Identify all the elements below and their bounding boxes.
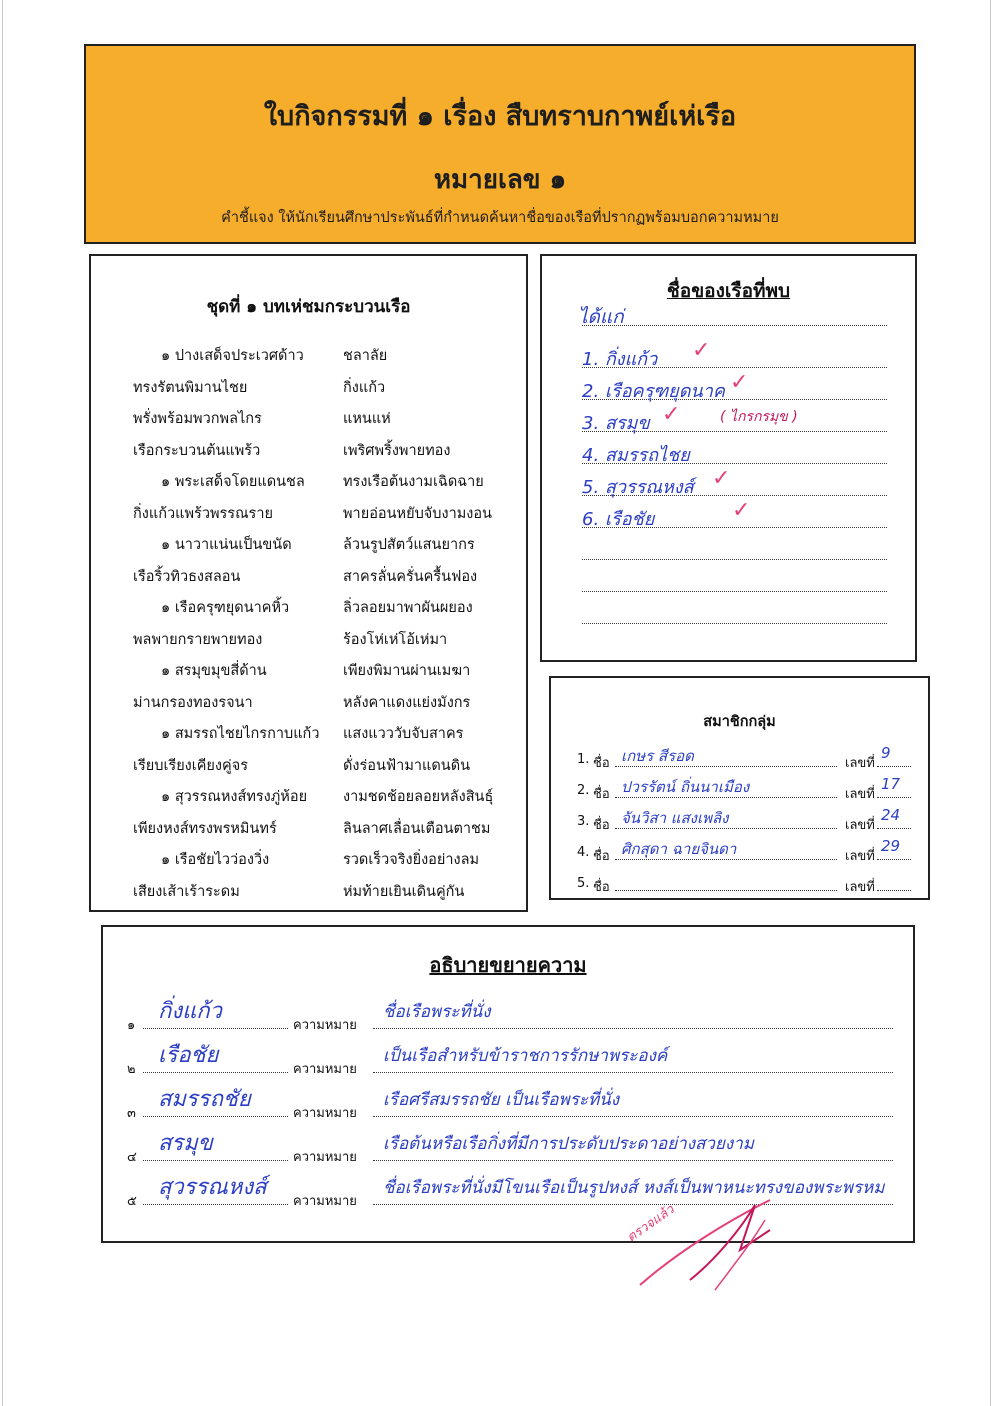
member-index: 1. xyxy=(577,752,590,767)
member-number-label: เลขที่ xyxy=(845,787,875,802)
page-edge-right xyxy=(990,0,991,1406)
poem-line-right: รวดเร็วจริงยิ่งอย่างลม xyxy=(343,852,480,868)
poem-line-left: พรั่งพร้อมพวกพลไกร xyxy=(133,411,262,427)
worksheet-header xyxy=(84,44,916,244)
member-number-label: เลขที่ xyxy=(845,880,875,895)
answer-line xyxy=(582,324,887,326)
item3-note: ( ไกรกรมุข ) xyxy=(720,409,798,425)
boat-word: สมรรถชัย xyxy=(158,1087,251,1112)
poem-title: ชุดที่ ๑ บทเห่ชมกระบวนเรือ xyxy=(206,297,411,317)
poem-line-left: เสียงเส้าเร้าระดม xyxy=(133,883,240,900)
member-number-label: เลขที่ xyxy=(845,849,875,864)
poem-line-right: ลินลาศเลื่อนเตือนตาชม xyxy=(343,820,491,837)
member-name-label: ชื่อ xyxy=(593,849,610,864)
boat-word: สรมุข xyxy=(158,1131,213,1156)
poem-line-right: เพริศพริ้งพายทอง xyxy=(343,442,451,459)
poem-line-right: แสงแวววับจับสาคร xyxy=(343,726,464,742)
explanation-row xyxy=(103,1129,917,1169)
member-name: เกษร สีรอด xyxy=(621,747,694,765)
boat-meaning: เป็นเรือสำหรับข้าราชการรักษาพระองค์ xyxy=(383,1046,668,1066)
poem-line-left: เรือกระบวนต้นแพร้ว xyxy=(133,442,261,459)
boat-meaning: ชื่อเรือพระที่นั่ง xyxy=(383,1002,491,1022)
instruction-text: คำชี้แจง ให้นักเรียนศึกษาประพันธ์ที่กำหนดค้นหาชื่อของเรือที่ปรากฏพร้อมบอกความหมาย xyxy=(221,210,779,226)
found-boat-item: 5. สุวรรณหงส์ xyxy=(582,477,694,498)
member-number: 9 xyxy=(881,744,891,762)
member-name: จันวิสา แสงเพลิง xyxy=(621,809,729,827)
boat-meaning: เรือต้นหรือเรือกิ่งที่มีการประดับประดาอย่างสวยงาม xyxy=(383,1134,754,1154)
boat-word: สุวรรณหงส์ xyxy=(158,1175,267,1200)
member-index: 5. xyxy=(577,876,590,891)
check-mark-icon: ✓ xyxy=(730,370,749,395)
member-row xyxy=(551,837,932,865)
found-boat-item: 2. เรือครุฑยุดนาค xyxy=(582,381,725,402)
member-name-label: ชื่อ xyxy=(593,818,610,833)
found-boat-item: 4. สมรรถไชย xyxy=(582,445,690,466)
meaning-line xyxy=(373,1028,893,1029)
row-number: ๓ xyxy=(127,1106,136,1121)
member-number: 17 xyxy=(881,775,901,793)
found-boat-item: 6. เรือชัย xyxy=(582,509,655,530)
answer-line-empty xyxy=(582,622,887,624)
member-name-line xyxy=(615,890,837,891)
poem-line-left: ๑ นาวาแน่นเป็นขนัด xyxy=(161,537,292,553)
members-title: สมาชิกกลุ่ม xyxy=(703,714,776,730)
check-mark-icon: ✓ xyxy=(692,338,711,363)
boat-word: เรือชัย xyxy=(158,1043,219,1068)
poem-line-left: ๑ พระเสด็จโดยแดนชล xyxy=(161,474,305,490)
poem-line-right: เพียงพิมานผ่านเมฆา xyxy=(343,663,471,679)
word-line xyxy=(143,1072,288,1073)
found-boat-item: 1. กิ่งแก้ว xyxy=(582,349,658,370)
word-line xyxy=(143,1160,288,1161)
boats-found-box xyxy=(540,254,917,662)
poem-line-left: ๑ สุวรรณหงส์ทรงภู่ห้อย xyxy=(161,789,308,805)
poem-box xyxy=(89,254,528,912)
poem-line-right: สาครลั่นครั่นครื้นฟอง xyxy=(343,568,478,585)
explanation-row xyxy=(103,1041,917,1081)
explanation-row xyxy=(103,997,917,1037)
poem-line-left: เรือริ้วทิวธงสลอน xyxy=(133,568,241,585)
meaning-label: ความหมาย xyxy=(293,1194,357,1209)
answer-line-empty xyxy=(582,558,887,560)
member-row xyxy=(551,775,932,803)
poem-line-left: ๑ สรมุขมุขสี่ด้าน xyxy=(161,663,267,679)
found-boat-item: 3. สรมุข xyxy=(582,413,650,434)
meaning-label: ความหมาย xyxy=(293,1018,357,1033)
group-members-box xyxy=(549,676,930,900)
row-number: ๕ xyxy=(127,1194,137,1209)
boats-found-title: ชื่อของเรือที่พบ xyxy=(666,280,791,302)
member-number-line xyxy=(877,766,911,767)
meaning-label: ความหมาย xyxy=(293,1106,357,1121)
poem-line-left: ๑ เรือชัยไวว่องวิ่ง xyxy=(161,852,270,868)
member-row xyxy=(551,744,932,772)
member-number-line xyxy=(877,828,911,829)
meaning-line xyxy=(373,1072,893,1073)
member-name: ปวรรัตน์ ถิ่นนาเมือง xyxy=(621,778,750,796)
member-name-label: ชื่อ xyxy=(593,787,610,802)
explanation-title: อธิบายขยายความ xyxy=(429,953,587,977)
poem-line-right: ล้วนรูปสัตว์แสนยากร xyxy=(343,537,475,553)
page-edge-left xyxy=(2,0,3,1406)
row-number: ๑ xyxy=(127,1018,136,1033)
member-index: 4. xyxy=(577,845,590,860)
worksheet-title: ใบกิจกรรมที่ ๑ เรื่อง สืบทราบกาพย์เห่เรือ xyxy=(263,101,737,132)
poem-line-right: ชลาลัย xyxy=(343,348,388,364)
member-number-line xyxy=(877,890,911,891)
teacher-signature xyxy=(620,1190,780,1300)
explanation-row xyxy=(103,1085,917,1125)
member-number-line xyxy=(877,797,911,798)
explanation-row xyxy=(103,1173,917,1213)
member-row xyxy=(551,806,932,834)
meaning-line xyxy=(373,1160,893,1161)
meaning-line xyxy=(373,1116,893,1117)
word-line xyxy=(143,1116,288,1117)
poem-line-left: เรียบเรียงเคียงคู่จร xyxy=(133,757,248,774)
answer-line-empty xyxy=(582,590,887,592)
word-line xyxy=(143,1028,288,1029)
poem-line-left: เพียงหงส์ทรงพรหมินทร์ xyxy=(133,820,277,837)
poem-line-right: ลิ่วลอยมาพาผันผยอง xyxy=(343,600,473,616)
poem-line-left: ๑ เรือครุฑยุดนาคหิ้ว xyxy=(161,600,290,616)
explanation-box xyxy=(101,925,915,1243)
member-index: 3. xyxy=(577,814,590,829)
member-number: 24 xyxy=(881,806,901,824)
member-name-label: ชื่อ xyxy=(593,880,610,895)
poem-line-left: ทรงรัตนพิมานไชย xyxy=(133,379,248,396)
handwritten-header-note: ได้แก่ xyxy=(578,306,624,328)
check-mark-icon: ✓ xyxy=(712,466,731,491)
boat-meaning: ชื่อเรือพระที่นั่งมีโขนเรือเป็นรูปหงส์ หงส์เป็นพาหนะทรงของพระพรหม xyxy=(383,1178,885,1198)
poem-line-right: ร้องโห่เห่โอ้เห่มา xyxy=(343,631,448,648)
poem-line-left: ๑ ปางเสด็จประเวศด้าว xyxy=(161,348,304,364)
member-number-label: เลขที่ xyxy=(845,756,875,771)
checked-mark-text: ตรวจแล้ว xyxy=(624,1202,678,1246)
poem-line-right: พายอ่อนหยับจับงามงอน xyxy=(343,505,492,522)
member-number: 29 xyxy=(881,837,901,855)
poem-line-right: แหนแห่ xyxy=(343,411,391,427)
member-row xyxy=(551,868,932,896)
worksheet-number: หมายเลข ๑ xyxy=(433,165,567,195)
poem-line-right: กิ่งแก้ว xyxy=(343,379,386,396)
row-number: ๔ xyxy=(127,1150,137,1165)
boat-meaning: เรือศรีสมรรถชัย เป็นเรือพระที่นั่ง xyxy=(383,1090,620,1110)
poem-line-right: ทรงเรือต้นงามเฉิดฉาย xyxy=(343,474,484,490)
member-name: ศิกสุดา ฉายจินดา xyxy=(621,840,737,858)
word-line xyxy=(143,1204,288,1205)
poem-line-left: พลพายกรายพายทอง xyxy=(133,631,263,648)
poem-line-left: ๑ สมรรถไชยไกรกาบแก้ว xyxy=(161,726,320,742)
check-mark-icon: ✓ xyxy=(662,402,681,427)
meaning-label: ความหมาย xyxy=(293,1062,357,1077)
poem-line-right: งามชดช้อยลอยหลังสินธุ์ xyxy=(343,789,494,805)
poem-line-right: หลังคาแดงแย่งมังกร xyxy=(343,694,471,711)
check-mark-icon: ✓ xyxy=(732,498,751,523)
poem-line-right: ดั่งร่อนฟ้ามาแดนดิน xyxy=(343,757,471,774)
row-number: ๒ xyxy=(127,1062,136,1077)
member-name-label: ชื่อ xyxy=(593,756,610,771)
member-index: 2. xyxy=(577,783,590,798)
poem-line-left: กิ่งแก้วแพร้วพรรณราย xyxy=(133,505,273,522)
meaning-label: ความหมาย xyxy=(293,1150,357,1165)
boat-word: กิ่งแก้ว xyxy=(158,999,222,1024)
member-number-label: เลขที่ xyxy=(845,818,875,833)
poem-line-right: ห่มท้ายเยินเดินคู่กัน xyxy=(343,883,465,900)
member-number-line xyxy=(877,859,911,860)
poem-line-left: ม่านกรองทองรจนา xyxy=(133,694,253,711)
